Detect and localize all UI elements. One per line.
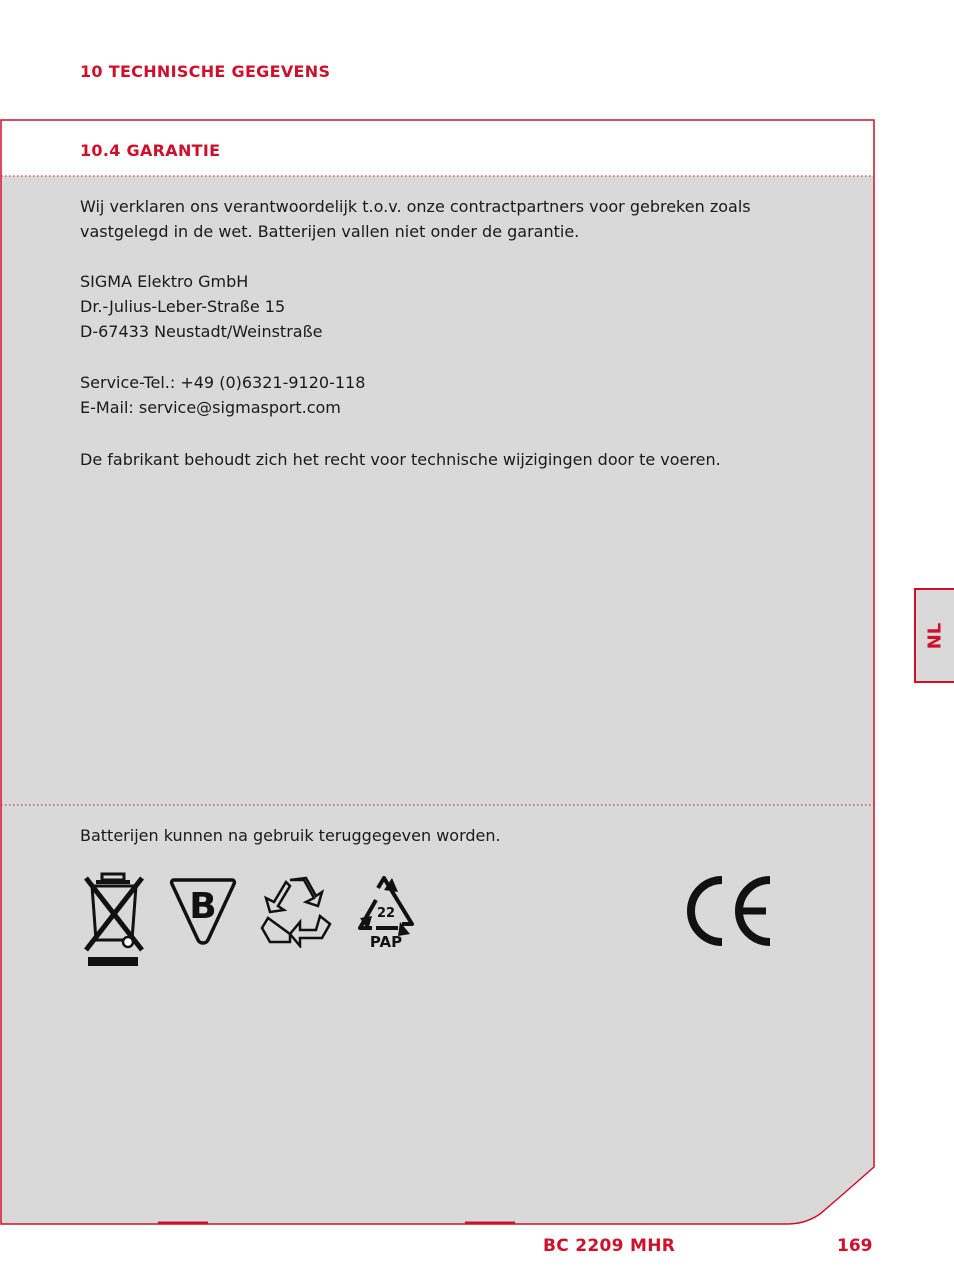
recycling-number: 22 [376, 906, 396, 921]
warranty-line-1: Wij verklaren ons verantwoordelijk t.o.v. onze contractpartners voor gebreken zoals [80, 197, 751, 216]
page-number: 169 [837, 1236, 873, 1256]
recycle-icon [260, 876, 334, 948]
recycling-code: PAP [369, 933, 403, 951]
city-address: D-67433 Neustadt/Weinstraße [80, 322, 323, 341]
contact-block [80, 370, 800, 420]
address-block [80, 269, 800, 344]
section-title: 10.4 GARANTIE [80, 141, 221, 160]
street-address: Dr.-Julius-Leber-Straße 15 [80, 297, 286, 316]
ce-mark-icon [684, 872, 776, 950]
crossed-bin-icon [82, 872, 146, 968]
footer-model: BC 2209 MHR [543, 1236, 676, 1256]
language-tab [914, 588, 954, 683]
service-email: E-Mail: service@sigmasport.com [80, 398, 341, 417]
service-phone: Service-Tel.: +49 (0)6321-9120-118 [80, 373, 366, 392]
battery-b-letter: B [189, 886, 217, 927]
pap-22-recycle-icon [354, 874, 418, 954]
company-name: SIGMA Elektro GmbH [80, 272, 249, 291]
warranty-line-2: vastgelegd in de wet. Batterijen vallen niet onder de garantie. [80, 222, 580, 241]
battery-note: Batterijen kunnen na gebruik teruggegeven worden. [80, 826, 501, 845]
rights-text: De fabrikant behoudt zich het recht voor technische wijzigingen door te voeren. [80, 450, 721, 469]
warranty-text [80, 194, 800, 244]
language-label: NL [924, 622, 946, 649]
chapter-heading: 10 TECHNISCHE GEGEVENS [80, 62, 331, 81]
battery-b-icon [168, 876, 238, 948]
